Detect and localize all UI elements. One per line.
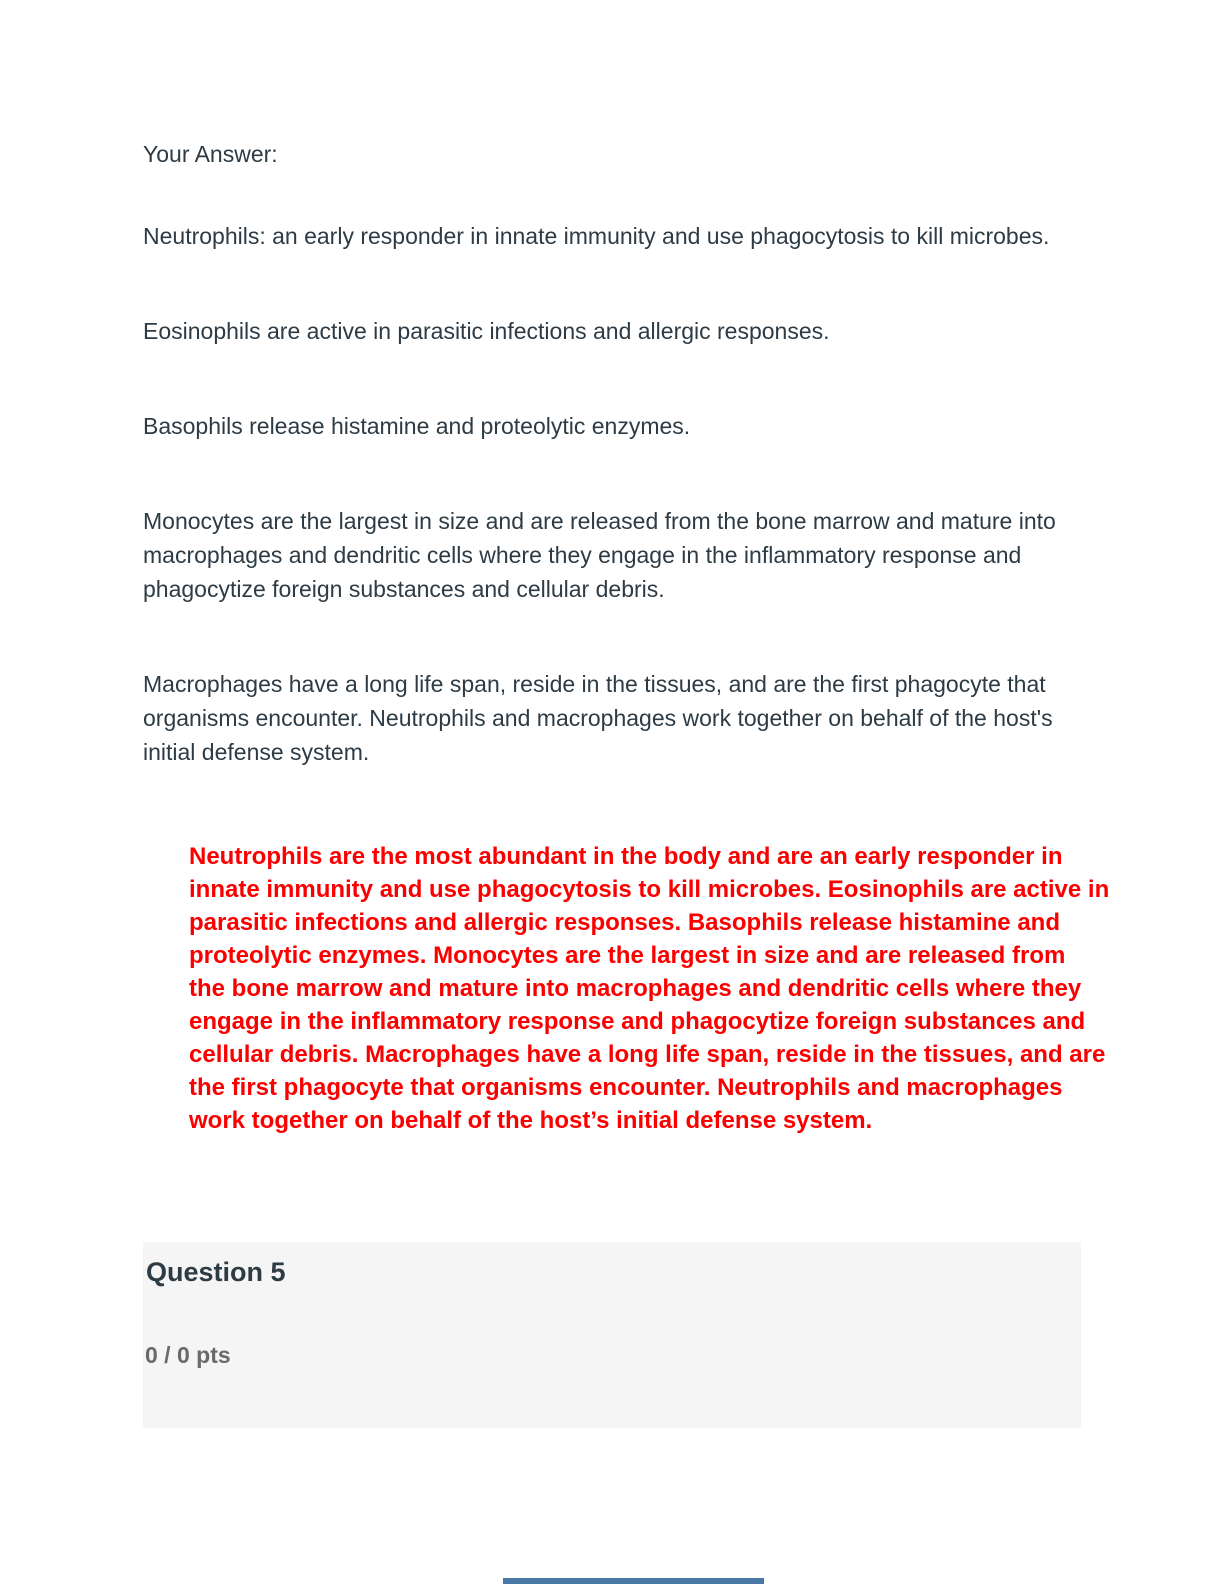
correct-answer-line: proteolytic enzymes. Monocytes are the largest in size and are released from <box>189 942 1066 969</box>
correct-answer-line: innate immunity and use phagocytosis to kill microbes. Eosinophils are active in <box>189 876 1110 903</box>
answer-paragraph-macrophages <box>143 667 1053 769</box>
answer-text-line: Neutrophils: an early responder in innate immunity and use phagocytosis to kill microbes. <box>143 223 1050 249</box>
answer-text-line: Monocytes are the largest in size and are released from the bone marrow and mature into <box>143 508 1056 534</box>
answer-paragraph-monocytes <box>143 504 1056 606</box>
answer-text-line: Eosinophils are active in parasitic infections and allergic responses. <box>143 318 830 344</box>
question-points-badge: 0 / 0 pts <box>145 1342 231 1368</box>
answer-paragraph-neutrophils <box>143 219 1049 253</box>
your-answer-label: Your Answer: <box>143 141 278 167</box>
correct-answer-line: work together on behalf of the host’s initial defense system. <box>189 1107 873 1134</box>
question-title: Question 5 <box>146 1257 286 1287</box>
answer-text-line: organisms encounter. Neutrophils and macrophages work together on behalf of the host's <box>143 705 1053 731</box>
answer-text-line: Basophils release histamine and proteolytic enzymes. <box>143 413 691 439</box>
correct-answer-line: engage in the inflammatory response and phagocytize foreign substances and <box>189 1008 1086 1035</box>
answer-paragraph-basophils <box>143 409 690 443</box>
answer-text-line: macrophages and dendritic cells where they engage in the inflammatory response and <box>143 542 1022 568</box>
correct-answer-line: cellular debris. Macrophages have a long life span, reside in the tissues, and are <box>189 1041 1106 1068</box>
correct-answer-block <box>189 840 1109 1137</box>
question-header-box <box>143 1242 1081 1428</box>
answer-paragraph-eosinophils <box>143 314 830 348</box>
correct-answer-line: the bone marrow and mature into macrophages and dendritic cells where they <box>189 975 1082 1002</box>
correct-answer-line: Neutrophils are the most abundant in the body and are an early responder in <box>189 843 1063 870</box>
answer-text-line: initial defense system. <box>143 739 370 765</box>
answer-text-line: Macrophages have a long life span, reside in the tissues, and are the first phagocyte that <box>143 671 1046 697</box>
answer-text-line: phagocytize foreign substances and cellular debris. <box>143 576 665 602</box>
correct-answer-line: parasitic infections and allergic responses. Basophils release histamine and <box>189 909 1060 936</box>
correct-answer-line: the first phagocyte that organisms encounter. Neutrophils and macrophages <box>189 1074 1063 1101</box>
bottom-accent-bar <box>503 1578 764 1584</box>
